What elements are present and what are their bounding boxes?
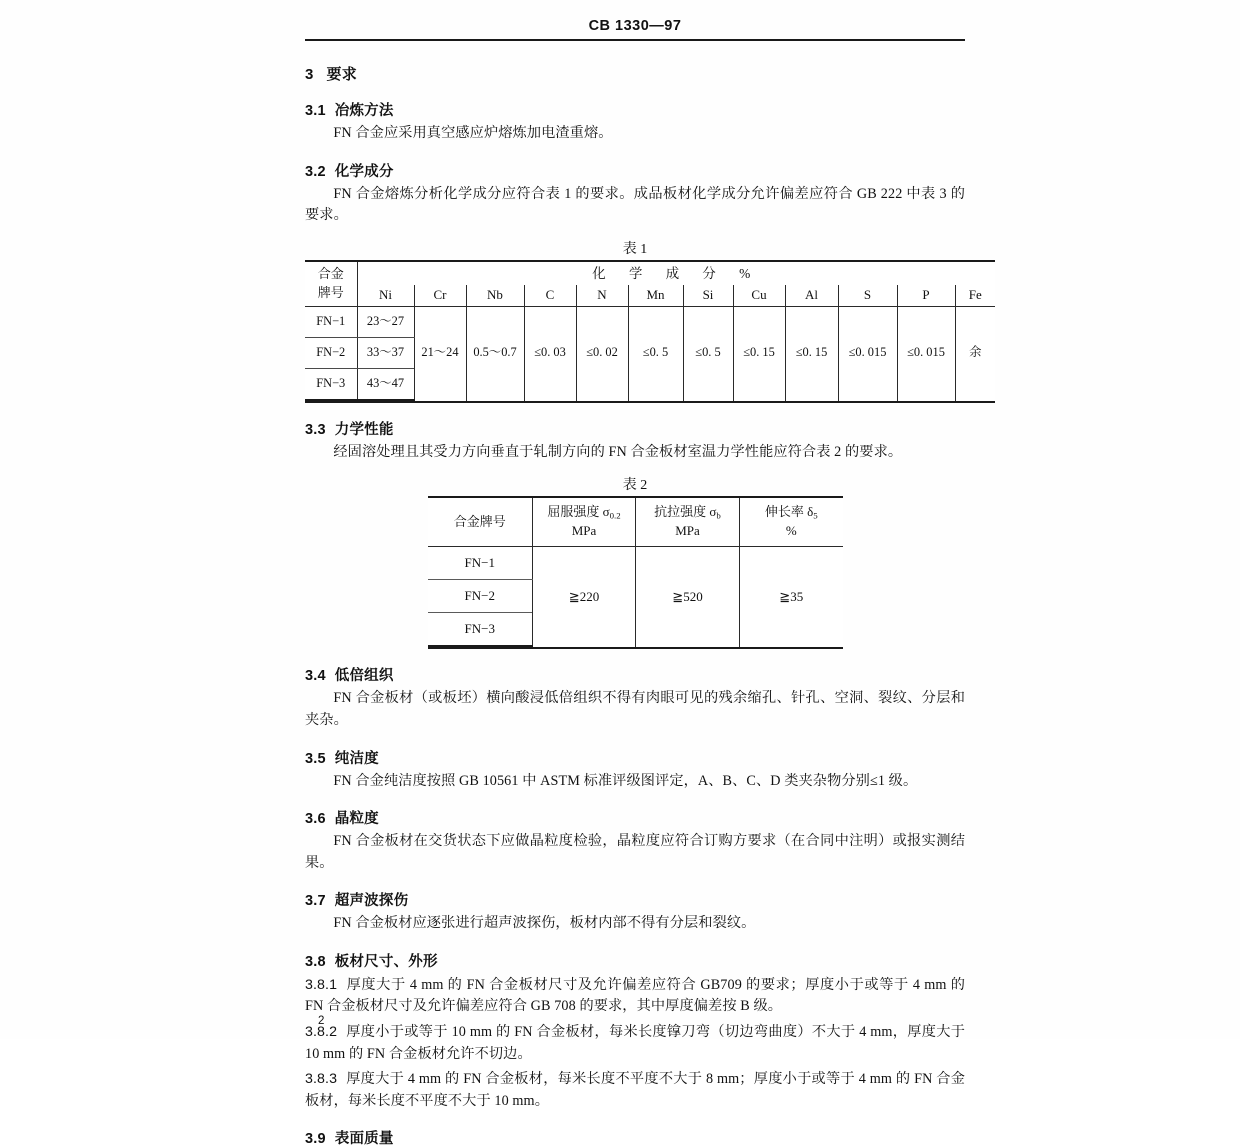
section-number-3-8-3: 3.8.3: [305, 1071, 338, 1088]
section-number-3-9: 3.9: [305, 1131, 326, 1148]
table2-col-header-yield: [533, 497, 636, 547]
table2-tensile-label: 抗拉强度 σ: [654, 504, 717, 520]
section-body-3-6: FN 合金板材在交货状态下应做晶粒度检验，晶粒度应符合订购方要求（在合同中注明）或报实测结果。: [305, 833, 965, 871]
section-title-3-6: 晶粒度: [334, 811, 379, 828]
table1-value-c: ≤0. 03: [524, 306, 576, 400]
table1-grade-fn2: FN−2: [305, 337, 357, 368]
table1-value-n: ≤0. 02: [576, 306, 628, 400]
header-rule: [305, 39, 965, 41]
table2-grade-fn2: FN−2: [428, 580, 533, 613]
section-title-3: 要求: [326, 66, 357, 83]
section-heading-3-9: [305, 1127, 965, 1148]
table1-value-fe: 余: [955, 306, 995, 400]
section-title-3-4: 低倍组织: [334, 668, 394, 685]
table1-col-header-s: S: [838, 285, 897, 306]
page-content-column: [305, 0, 982, 1148]
section-number-3-8-2: 3.8.2: [305, 1023, 338, 1040]
section-text-3-8-1: 厚度大于 4 mm 的 FN 合金板材尺寸及允许偏差应符合 GB709 的要求；厚度小于或等于 4 mm 的 FN 合金板材尺寸及允许偏差应符合 GB 708 的要求，其中厚度偏差按 B 级。: [305, 976, 965, 1015]
table1-col-header-ni: Ni: [357, 285, 414, 306]
section-title-3-9: 表面质量: [334, 1131, 394, 1148]
running-header: [305, 0, 965, 34]
table1-col-header-p: P: [897, 285, 955, 306]
section-number-3-2: 3.2: [305, 163, 326, 180]
section-heading-3-2: [305, 160, 965, 181]
mechanical-properties-table: [428, 496, 843, 649]
table2-yield-label: 屈服强度 σ: [547, 504, 610, 520]
section-number-3-4: 3.4: [305, 668, 326, 685]
table1-composition-header: 化 学 成 分 %: [357, 261, 995, 286]
table1-ni-fn2: 33～37: [357, 337, 414, 368]
table1-value-si: ≤0. 5: [683, 306, 733, 400]
table2-yield-subscript: 0.2: [609, 510, 621, 521]
section-heading-3-6: [305, 807, 965, 828]
table2-yield-unit: MPa: [571, 523, 597, 539]
section-number-3-6: 3.6: [305, 811, 326, 828]
section-heading-3-8: [305, 950, 965, 971]
section-heading-3-5: [305, 747, 965, 768]
table2-elongation-subscript: 5: [813, 510, 818, 521]
section-text-3-8-2: 厚度小于或等于 10 mm 的 FN 合金板材，每米长度镎刀弯（切边弯曲度）不大于 4 mm，厚度大于 10 mm 的 FN 合金板材允许不切边。: [305, 1023, 965, 1062]
section-body-3-2: FN 合金熔炼分析化学成分应符合表 1 的要求。成品板材化学成分允许偏差应符合 GB 222 中表 3 的要求。: [305, 185, 965, 224]
section-number-3: 3: [305, 66, 314, 83]
table1-group-header-row: [305, 261, 995, 286]
table1-col-header-n: N: [576, 285, 628, 306]
table1-col-header-al: Al: [785, 285, 838, 306]
section-heading-3-4: [305, 664, 965, 685]
table1-grade-fn3: FN−3: [305, 368, 357, 400]
table2-col-header-elongation: [740, 497, 843, 547]
table2-yield-value: ≧220: [533, 547, 636, 647]
table1-value-nb: 0.5～0.7: [466, 306, 524, 400]
table1-ni-fn1: 23～27: [357, 306, 414, 337]
table1-col-header-cu: Cu: [733, 285, 785, 306]
table1-caption: 表 1: [622, 241, 648, 257]
table1-value-mn: ≤0. 5: [628, 306, 683, 400]
table2-bottom-rule-row: [428, 646, 843, 648]
table2-grade-fn3: FN−3: [428, 613, 533, 647]
section-body-3-8-3: [305, 1069, 965, 1112]
table1-value-s: ≤0. 015: [838, 306, 897, 400]
table-row: [428, 547, 843, 580]
table2-elongation-unit: %: [785, 523, 797, 539]
section-body-3-4: FN 合金板材（或板坯）横向酸浸低倍组织不得有肉眼可见的残余缩孔、针孔、空洞、裂纹、分层和夹杂。: [305, 690, 965, 728]
table-row: [305, 306, 995, 337]
section-body-3-5: FN 合金纯洁度按照 GB 10561 中 ASTM 标准评级图评定，A、B、C、D 类夹杂物分别≤1 级。: [333, 772, 918, 789]
section-heading-3: [305, 63, 965, 84]
section-title-3-2: 化学成分: [334, 163, 394, 180]
table1-col-header-fe: Fe: [955, 285, 995, 306]
section-title-3-5: 纯洁度: [334, 750, 379, 767]
table1-col-header-mn: Mn: [628, 285, 683, 306]
table1-value-al: ≤0. 15: [785, 306, 838, 400]
page-number: 2: [318, 1015, 325, 1027]
table1-ni-fn3: 43～47: [357, 368, 414, 400]
section-text-3-8-3: 厚度大于 4 mm 的 FN 合金板材，每米长度不平度不大于 8 mm；厚度小于或等于 4 mm 的 FN 合金板材，每米长度不平度不大于 10 mm。: [305, 1071, 965, 1109]
table1-grade-fn1: FN−1: [305, 306, 357, 337]
table2-col-header-tensile: [636, 497, 740, 547]
table2-tensile-value: ≧520: [636, 547, 740, 647]
table2-col-header-grade: 合金牌号: [428, 497, 533, 547]
table1-value-cu: ≤0. 15: [733, 306, 785, 400]
section-number-3-5: 3.5: [305, 750, 326, 767]
table1-col-header-si: Si: [683, 285, 733, 306]
table2-elongation-label: 伸长率 δ: [764, 504, 814, 520]
table2-elongation-value: ≧35: [740, 547, 843, 647]
table1-col-header-cr: Cr: [414, 285, 466, 306]
table2-caption: 表 2: [622, 478, 648, 494]
table1-alloy-header-line1: 合金: [317, 265, 344, 281]
table2-header-row: [428, 497, 843, 547]
section-body-3-8-1: [305, 975, 965, 1018]
section-heading-3-1: [305, 99, 965, 120]
standard-code: CB 1330—97: [588, 18, 682, 34]
section-number-3-1: 3.1: [305, 103, 326, 119]
table1-col-header-nb: Nb: [466, 285, 524, 306]
section-title-3-3: 力学性能: [334, 421, 394, 438]
chemical-composition-table: [305, 260, 995, 403]
table1-alloy-header-line2: 牌号: [317, 284, 344, 300]
section-body-3-7: FN 合金板材应逐张进行超声波探伤，板材内部不得有分层和裂纹。: [333, 915, 756, 932]
table2-tensile-unit: MPa: [675, 523, 700, 539]
section-number-3-3: 3.3: [305, 421, 326, 438]
table2-tensile-subscript: b: [716, 510, 721, 521]
table1-value-cr: 21～24: [414, 306, 466, 400]
section-title-3-8: 板材尺寸、外形: [334, 953, 438, 970]
section-heading-3-3: [305, 418, 965, 439]
table1-value-p: ≤0. 015: [897, 306, 955, 400]
section-number-3-7: 3.7: [305, 893, 326, 910]
section-number-3-8-1: 3.8.1: [305, 976, 338, 993]
section-body-3-8-2: [305, 1022, 965, 1065]
table1-bottom-rule-row: [305, 400, 995, 402]
table1-col-header-c: C: [524, 285, 576, 306]
section-title-3-7: 超声波探伤: [334, 893, 409, 910]
table1-alloy-header-cell: [305, 261, 357, 307]
section-body-3-1: FN 合金应采用真空感应炉熔炼加电渣重熔。: [333, 125, 613, 141]
section-heading-3-7: [305, 889, 965, 910]
table1-element-header-row: [305, 285, 995, 306]
table2-grade-fn1: FN−1: [428, 547, 533, 580]
section-number-3-8: 3.8: [305, 953, 326, 970]
section-body-3-3: 经固溶处理且其受力方向垂直于轧制方向的 FN 合金板材室温力学性能应符合表 2 的要求。: [333, 443, 903, 460]
section-title-3-1: 冶炼方法: [334, 103, 394, 119]
